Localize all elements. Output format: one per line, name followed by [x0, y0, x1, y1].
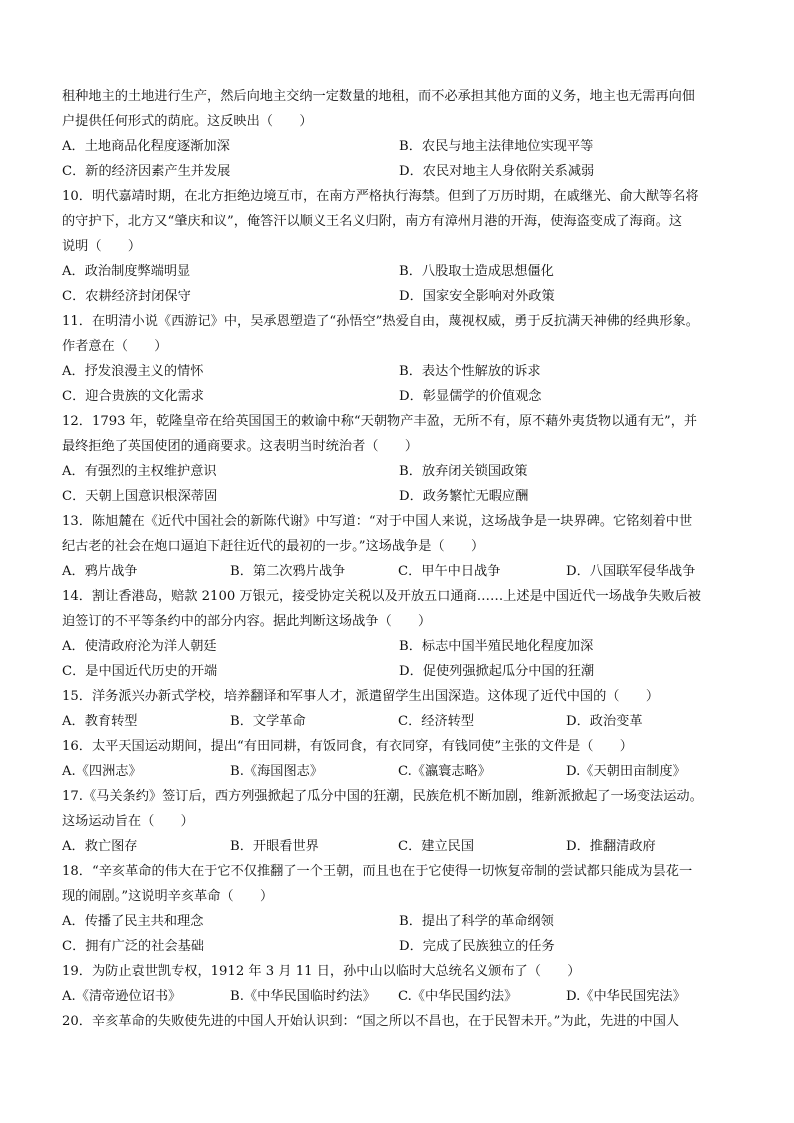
question-stem-line: 最终拒绝了英国使团的通商要求。这表明当时统治者（ ） — [62, 439, 419, 454]
question-12 — [62, 409, 744, 509]
question-17 — [62, 784, 744, 859]
option-b[interactable]: B．标志中国半殖民地化程度加深 — [399, 639, 594, 654]
option-a[interactable]: A．政治制度弊端明显 — [62, 264, 191, 279]
option-a[interactable]: A．传播了民主共和理念 — [62, 914, 204, 929]
options-row — [62, 259, 744, 284]
question-stem-line: 这场运动旨在（ ） — [62, 814, 194, 829]
question-stem-line: 17.《马关条约》签订后，西方列强掀起了瓜分中国的狂潮，民族危机不断加剧，维新派掀起了一场变法运动。 — [62, 789, 703, 804]
question-14 — [62, 584, 744, 684]
option-a[interactable]: A．救亡图存 — [62, 839, 138, 854]
question-stem-line: 租种地主的土地进行生产，然后向地主交纳一定数量的地租，而不必承担其他方面的义务，地主也无需再向佃 — [62, 89, 695, 104]
question-stem-line: 迫签订的不平等条约中的部分内容。据此判断这场战争（ ） — [62, 614, 432, 629]
question-18 — [62, 859, 744, 959]
question-19 — [62, 959, 744, 1009]
question-stem-line: 20．辛亥革命的失败使先进的中国人开始认识到：“国之所以不昌也，在于民智未开。”为此，先进的中国人 — [62, 1014, 680, 1029]
question-stem-line: 18．“辛亥革命的伟大在于它不仅推翻了一个王朝，而且也在于它使得一切恢复帝制的尝试都只能成为昙花一 — [62, 864, 693, 879]
options-row — [62, 359, 744, 384]
option-a[interactable]: A.《清帝逊位诏书》 — [62, 989, 182, 1004]
option-c[interactable]: C．迎合贵族的文化需求 — [62, 389, 204, 404]
question-stem-line: 11．在明清小说《西游记》中，吴承恩塑造了“孙悟空”热爱自由，蔑视权威，勇于反抗满天神佛的经典形象。 — [62, 314, 699, 329]
option-d[interactable]: D．政治变革 — [566, 714, 643, 729]
option-a[interactable]: A．使清政府沦为洋人朝廷 — [62, 639, 217, 654]
options-row — [62, 484, 744, 509]
option-b[interactable]: B．开眼看世界 — [230, 839, 319, 854]
options-row — [62, 284, 744, 309]
option-c[interactable]: C.《瀛寰志略》 — [398, 764, 491, 779]
options-row — [62, 659, 744, 684]
option-c[interactable]: C．拥有广泛的社会基础 — [62, 939, 204, 954]
options-row — [62, 984, 744, 1009]
option-d[interactable]: D．推翻清政府 — [566, 839, 656, 854]
options-row — [62, 459, 744, 484]
option-a[interactable]: A．土地商品化程度逐渐加深 — [62, 139, 230, 154]
options-row — [62, 134, 744, 159]
question-stem-line: 的守护下，北方又“肇庆和议”，俺答汗以顺义王名义归附，南方有漳州月港的开海，使海盗变成了海商。这 — [62, 214, 683, 229]
question-9 — [62, 84, 744, 184]
options-row — [62, 934, 744, 959]
question-16 — [62, 734, 744, 784]
question-stem-line: 作者意在（ ） — [62, 339, 168, 354]
question-stem-line: 19．为防止袁世凯专权，1912 年 3 月 11 日，孙中山以临时大总统名义颁布了（ ） — [62, 964, 581, 979]
question-stem-line: 说明（ ） — [62, 239, 142, 254]
question-13 — [62, 509, 744, 584]
option-d[interactable]: D．完成了民族独立的任务 — [399, 939, 555, 954]
option-b[interactable]: B．放弃闭关锁国政策 — [399, 464, 528, 479]
option-b[interactable]: B．八股取士造成思想僵化 — [399, 264, 554, 279]
option-b[interactable]: B．提出了科学的革命纲领 — [399, 914, 554, 929]
question-stem-line: 户提供任何形式的荫庇。这反映出（ ） — [62, 114, 313, 129]
option-c[interactable]: C．农耕经济封闭保守 — [62, 289, 191, 304]
question-15 — [62, 684, 744, 734]
options-row — [62, 559, 744, 584]
option-d[interactable]: D.《天朝田亩制度》 — [566, 764, 686, 779]
option-b[interactable]: B．第二次鸦片战争 — [230, 564, 346, 579]
option-a[interactable]: A．鸦片战争 — [62, 564, 138, 579]
options-row — [62, 159, 744, 184]
option-c[interactable]: C．甲午中日战争 — [398, 564, 501, 579]
option-c[interactable]: C．天朝上国意识根深蒂固 — [62, 489, 218, 504]
question-stem-line: 12．1793 年，乾隆皇帝在给英国国王的敕谕中称“天朝物产丰盈，无所不有，原不藉外夷货物以通有无”，并 — [62, 414, 698, 429]
option-c[interactable]: C.《中华民国约法》 — [398, 989, 518, 1004]
options-row — [62, 909, 744, 934]
options-row — [62, 709, 744, 734]
question-stem-line: 14．割让香港岛，赔款 2100 万银元，接受协定关税以及开放五口通商……上述是中国近代一场战争失败后被 — [62, 589, 701, 604]
option-d[interactable]: D．促使列强掀起瓜分中国的狂潮 — [399, 664, 595, 679]
option-a[interactable]: A.《四洲志》 — [62, 764, 142, 779]
option-b[interactable]: B.《海国图志》 — [230, 764, 324, 779]
option-d[interactable]: D．国家安全影响对外政策 — [399, 289, 555, 304]
option-d[interactable]: D．彰显儒学的价值观念 — [399, 389, 542, 404]
option-c[interactable]: C．新的经济因素产生并发展 — [62, 164, 231, 179]
question-stem-line: 16．太平天国运动期间，提出“有田同耕，有饭同食，有衣同穿，有钱同使”主张的文件是（ ） — [62, 739, 633, 754]
option-a[interactable]: A．有强烈的主权维护意识 — [62, 464, 217, 479]
option-c[interactable]: C．是中国近代历史的开端 — [62, 664, 218, 679]
question-stem-line: 10．明代嘉靖时期，在北方拒绝边境互市，在南方严格执行海禁。但到了万历时期，在戚继光、俞大猷等名将 — [62, 189, 699, 204]
question-10 — [62, 184, 744, 309]
option-a[interactable]: A．教育转型 — [62, 714, 138, 729]
question-stem-line: 13．陈旭麓在《近代中国社会的新陈代谢》中写道：“对于中国人来说，这场战争是一块界碑。它铭刻着中世 — [62, 514, 693, 529]
question-stem-line: 纪古老的社会在炮口逼迫下赶往近代的最初的一步。”这场战争是（ ） — [62, 539, 485, 554]
option-a[interactable]: A．抒发浪漫主义的情怀 — [62, 364, 204, 379]
options-row — [62, 834, 744, 859]
option-b[interactable]: B.《中华民国临时约法》 — [230, 989, 376, 1004]
question-11 — [62, 309, 744, 409]
option-b[interactable]: B．文学革命 — [230, 714, 306, 729]
option-c[interactable]: C．经济转型 — [398, 714, 475, 729]
option-d[interactable]: D.《中华民国宪法》 — [566, 989, 686, 1004]
option-d[interactable]: D．农民对地主人身依附关系减弱 — [399, 164, 595, 179]
question-stem-line: 15．洋务派兴办新式学校，培养翻译和军事人才，派遣留学生出国深造。这体现了近代中国的（ ） — [62, 689, 660, 704]
option-c[interactable]: C．建立民国 — [398, 839, 475, 854]
option-b[interactable]: B．表达个性解放的诉求 — [399, 364, 541, 379]
option-d[interactable]: D．八国联军侵华战争 — [566, 564, 696, 579]
options-row — [62, 384, 744, 409]
question-20 — [62, 1009, 744, 1034]
options-row — [62, 634, 744, 659]
option-d[interactable]: D．政务繁忙无暇应酬 — [399, 489, 529, 504]
question-stem-line: 现的闹剧。”这说明辛亥革命（ ） — [62, 889, 274, 904]
option-b[interactable]: B．农民与地主法律地位实现平等 — [399, 139, 594, 154]
options-row — [62, 759, 744, 784]
